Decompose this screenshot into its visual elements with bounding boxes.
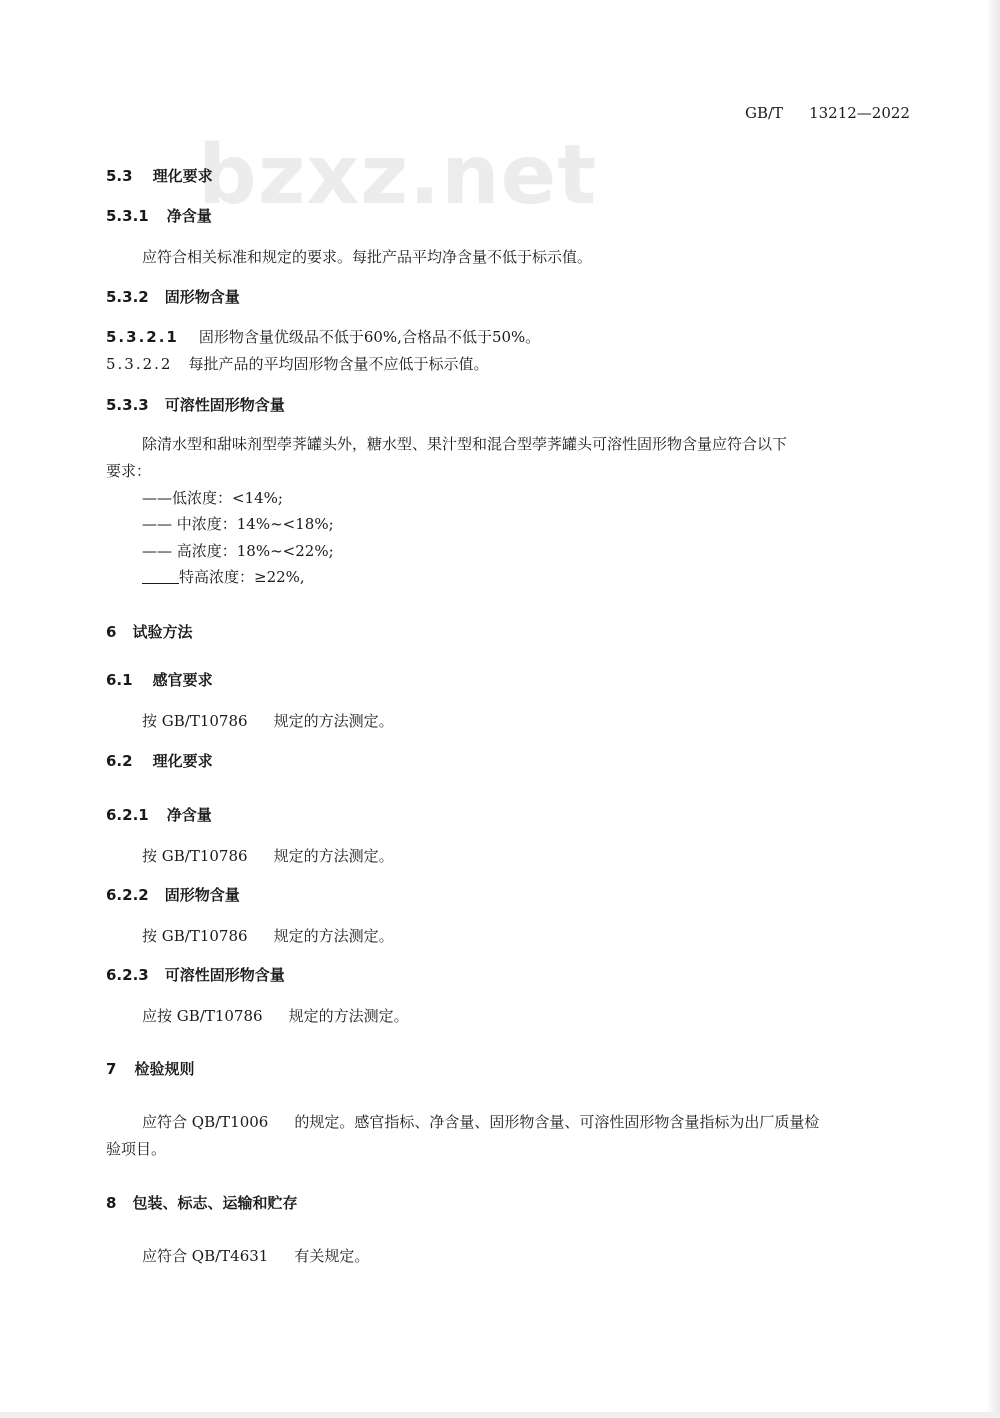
underline-blank: [142, 569, 179, 584]
heading-6-2-3: 6.2.3 可溶性固形物含量: [106, 966, 285, 984]
paragraph-5-3-1: 应符合相关标准和规定的要求。每批产品平均净含量不低于标示值。: [142, 248, 593, 266]
page-edge-shadow: [986, 0, 1000, 1418]
paragraph-5-3-3-line2: 要求：: [106, 462, 152, 480]
paragraph-6-2-3: 应按 GB/T10786 规定的方法测定。: [142, 1007, 409, 1025]
heading-5-3-2: 5.3.2 固形物含量: [106, 288, 240, 306]
paragraph-6-2-1: 按 GB/T10786 规定的方法测定。: [142, 847, 394, 865]
heading-6-2-1: 6.2.1 净含量: [106, 806, 212, 824]
list-item-with-blank: 特高浓度：≥22%,: [142, 566, 305, 587]
heading-8: 8 包装、标志、运输和贮存: [106, 1194, 298, 1212]
page-bottom-edge: [0, 1412, 1000, 1418]
watermark: bzxz.net: [198, 128, 598, 223]
heading-5-3: 5.3 理化要求: [106, 167, 213, 185]
heading-5-3-3: 5.3.3 可溶性固形物含量: [106, 396, 285, 414]
paragraph-7-line1: 应符合 QB/T1006 的规定。感官指标、净含量、固形物含量、可溶性固形物含量指标为出厂质量检: [142, 1113, 820, 1131]
heading-6-2-2: 6.2.2 固形物含量: [106, 886, 240, 904]
heading-6-1: 6.1 感官要求: [106, 671, 213, 689]
paragraph-8: 应符合 QB/T4631 有关规定。: [142, 1247, 370, 1265]
paragraph-5-3-3-line1: 除清水型和甜味剂型荸荠罐头外，糖水型、果汁型和混合型荸荠罐头可溶性固形物含量应符合以下: [142, 435, 788, 453]
clause-5-3-2-2: 5.3.2.2 每批产品的平均固形物含量不应低于标示值。: [106, 355, 489, 373]
paragraph-7-line2: 验项目。: [106, 1140, 167, 1158]
list-item: ——低浓度：<14%;: [142, 489, 283, 507]
list-item: —— 中浓度：14%~<18%;: [142, 515, 334, 533]
standard-number: GB/T 13212—2022: [745, 104, 910, 122]
list-item: —— 高浓度：18%~<22%;: [142, 542, 334, 560]
heading-7: 7 检验规则: [106, 1060, 195, 1078]
heading-6: 6 试验方法: [106, 623, 193, 641]
clause-5-3-2-1: 5.3.2.1 固形物含量优级品不低于60%,合格品不低于50%。: [106, 328, 541, 346]
paragraph-6-1: 按 GB/T10786 规定的方法测定。: [142, 712, 394, 730]
heading-6-2: 6.2 理化要求: [106, 752, 213, 770]
paragraph-6-2-2: 按 GB/T10786 规定的方法测定。: [142, 927, 394, 945]
heading-5-3-1: 5.3.1 净含量: [106, 207, 212, 225]
